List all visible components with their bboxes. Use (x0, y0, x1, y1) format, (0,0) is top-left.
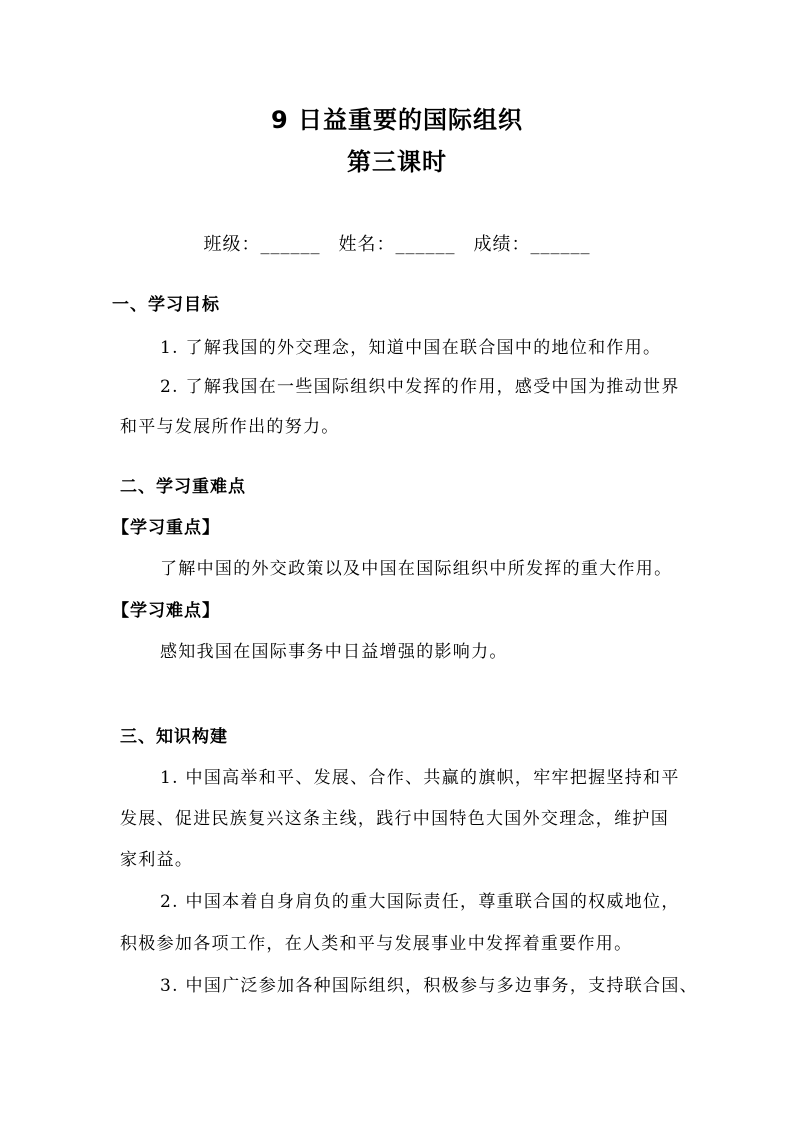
knowledge-line-3: 家利益。 (120, 850, 194, 870)
student-info-line (0, 230, 794, 256)
key-point-label: 【学习重点】 (112, 518, 220, 538)
difficult-point-label: 【学习难点】 (112, 601, 220, 621)
objective-item-2: 2. 了解我国在一些国际组织中发挥的作用，感受中国为推动世界 (160, 377, 680, 397)
key-point-text: 了解中国的外交政策以及中国在国际组织中所发挥的重大作用。 (160, 559, 673, 579)
difficult-point-text: 感知我国在国际事务中日益增强的影响力。 (160, 642, 508, 662)
objective-item-1: 1. 了解我国的外交理念，知道中国在联合国中的地位和作用。 (160, 338, 662, 358)
knowledge-line-4: 2. 中国本着自身肩负的重大国际责任，尊重联合国的权威地位， (160, 892, 680, 912)
document-title: 9 日益重要的国际组织 (270, 106, 524, 134)
knowledge-line-5: 积极参加各项工作，在人类和平与发展事业中发挥着重要作用。 (120, 934, 633, 954)
knowledge-line-6: 3. 中国广泛参加各种国际组织，积极参与多边事务，支持联合国、 (160, 976, 698, 996)
section-heading-objectives: 一、学习目标 (112, 295, 220, 315)
objective-item-2-cont: 和平与发展所作出的努力。 (120, 417, 340, 437)
name-field: 姓名：______ (338, 234, 456, 255)
section-heading-key-points: 二、学习重难点 (120, 477, 246, 497)
section-heading-knowledge: 三、知识构建 (120, 727, 228, 747)
class-field: 班级：______ (203, 234, 321, 255)
document-subtitle: 第三课时 (347, 148, 447, 176)
knowledge-line-1: 1. 中国高举和平、发展、合作、共赢的旗帜，牢牢把握坚持和平 (160, 768, 680, 788)
score-field: 成绩：______ (473, 234, 591, 255)
knowledge-line-2: 发展、促进民族复兴这条主线，践行中国特色大国外交理念，维护国 (120, 809, 669, 829)
